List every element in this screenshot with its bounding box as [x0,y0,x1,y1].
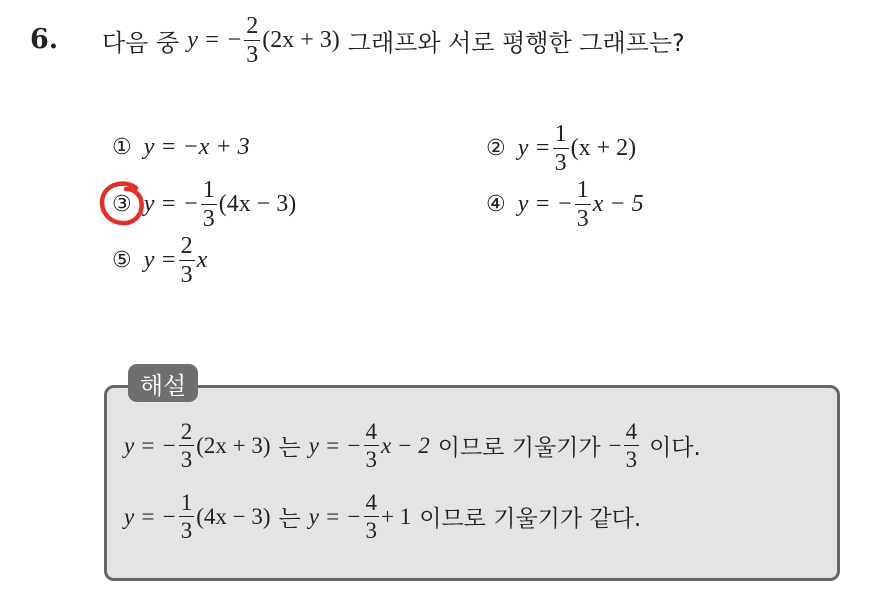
fraction-denominator: 3 [576,206,589,232]
choice-2-fraction [553,122,569,175]
expl2-b: (4x − 3) [196,503,271,529]
fraction-numerator: 4 [365,419,378,444]
choice-5[interactable] [112,234,207,287]
choice-3-fraction [201,178,217,231]
expl2-fraction-2 [364,491,380,542]
choice-4-fraction [575,178,591,231]
fraction-numerator: 1 [202,177,215,203]
fraction-denominator: 3 [180,518,193,543]
fraction-denominator: 3 [625,447,638,472]
choice-5-lhs: y = [143,247,177,273]
fraction-denominator: 3 [246,42,259,68]
choice-1-mark: ① [112,135,132,160]
question-text [102,14,685,67]
expl1-h: 이다. [649,435,701,461]
expl2-fraction-1 [179,491,195,542]
expl2-c: 는 [278,506,301,532]
explanation-line-2 [124,491,641,542]
fraction-numerator: 4 [365,490,378,515]
fraction-denominator: 3 [365,447,378,472]
choice-2-mark: ② [486,136,506,161]
fraction-numerator: 4 [625,419,638,444]
expl1-g: − [608,432,622,458]
fraction-denominator: 3 [365,518,378,543]
expl1-b: (2x + 3) [196,432,271,458]
fraction-numerator: 2 [180,233,193,259]
fraction-numerator: 2 [180,419,193,444]
choice-1[interactable] [112,134,250,161]
expl1-c: 는 [278,435,301,461]
choice-1-equation: y = −x + 3 [143,134,250,160]
expl1-fraction-3 [624,420,640,471]
expl2-e: + 1 [381,503,412,529]
expl1-f: 이므로 기울기가 [437,435,601,461]
choice-2-lhs: y = [517,135,551,161]
expl1-d: y = − [308,432,362,458]
choice-3-rest: (4x − 3) [218,191,297,217]
choice-3-lhs: y = − [143,191,199,217]
choice-5-mark: ⑤ [112,248,132,273]
fraction-denominator: 3 [180,262,193,288]
choice-2-rest: (x + 2) [570,135,637,161]
choice-4-rest: x − 5 [592,191,644,217]
choice-4[interactable] [486,178,644,231]
question-prefix: 다음 중 [102,29,180,57]
fraction-denominator: 3 [554,150,567,176]
explanation-tag: 해설 [128,364,198,402]
fraction-denominator: 3 [180,447,193,472]
choice-3[interactable] [112,178,296,231]
question-eq-lhs: y = − [187,27,243,53]
fraction-denominator: 3 [202,206,215,232]
question-eq-rest: (2x + 3) [262,27,340,53]
expl1-a: y = − [124,432,177,458]
fraction-numerator: 1 [576,177,589,203]
choice-5-rest: x [196,247,208,273]
expl2-f: 이므로 기울기가 같다. [419,506,642,532]
expl1-fraction-1 [179,420,195,471]
expl2-d: y = − [308,503,362,529]
expl2-a: y = − [124,503,177,529]
explanation-box [104,385,840,581]
choice-3-mark: ③ [112,192,132,217]
question-number: 6. [30,24,59,55]
expl1-fraction-2 [364,420,380,471]
question-suffix: 그래프와 서로 평행한 그래프는? [347,29,685,57]
choice-5-fraction [179,234,195,287]
question-fraction [244,14,260,67]
choice-4-lhs: y = − [517,191,573,217]
fraction-numerator: 2 [246,13,259,39]
choice-2[interactable] [486,122,636,175]
choice-4-mark: ④ [486,192,506,217]
expl1-e: x − 2 [381,432,430,458]
explanation-line-1 [124,420,701,471]
fraction-numerator: 1 [180,490,193,515]
fraction-numerator: 1 [554,121,567,147]
